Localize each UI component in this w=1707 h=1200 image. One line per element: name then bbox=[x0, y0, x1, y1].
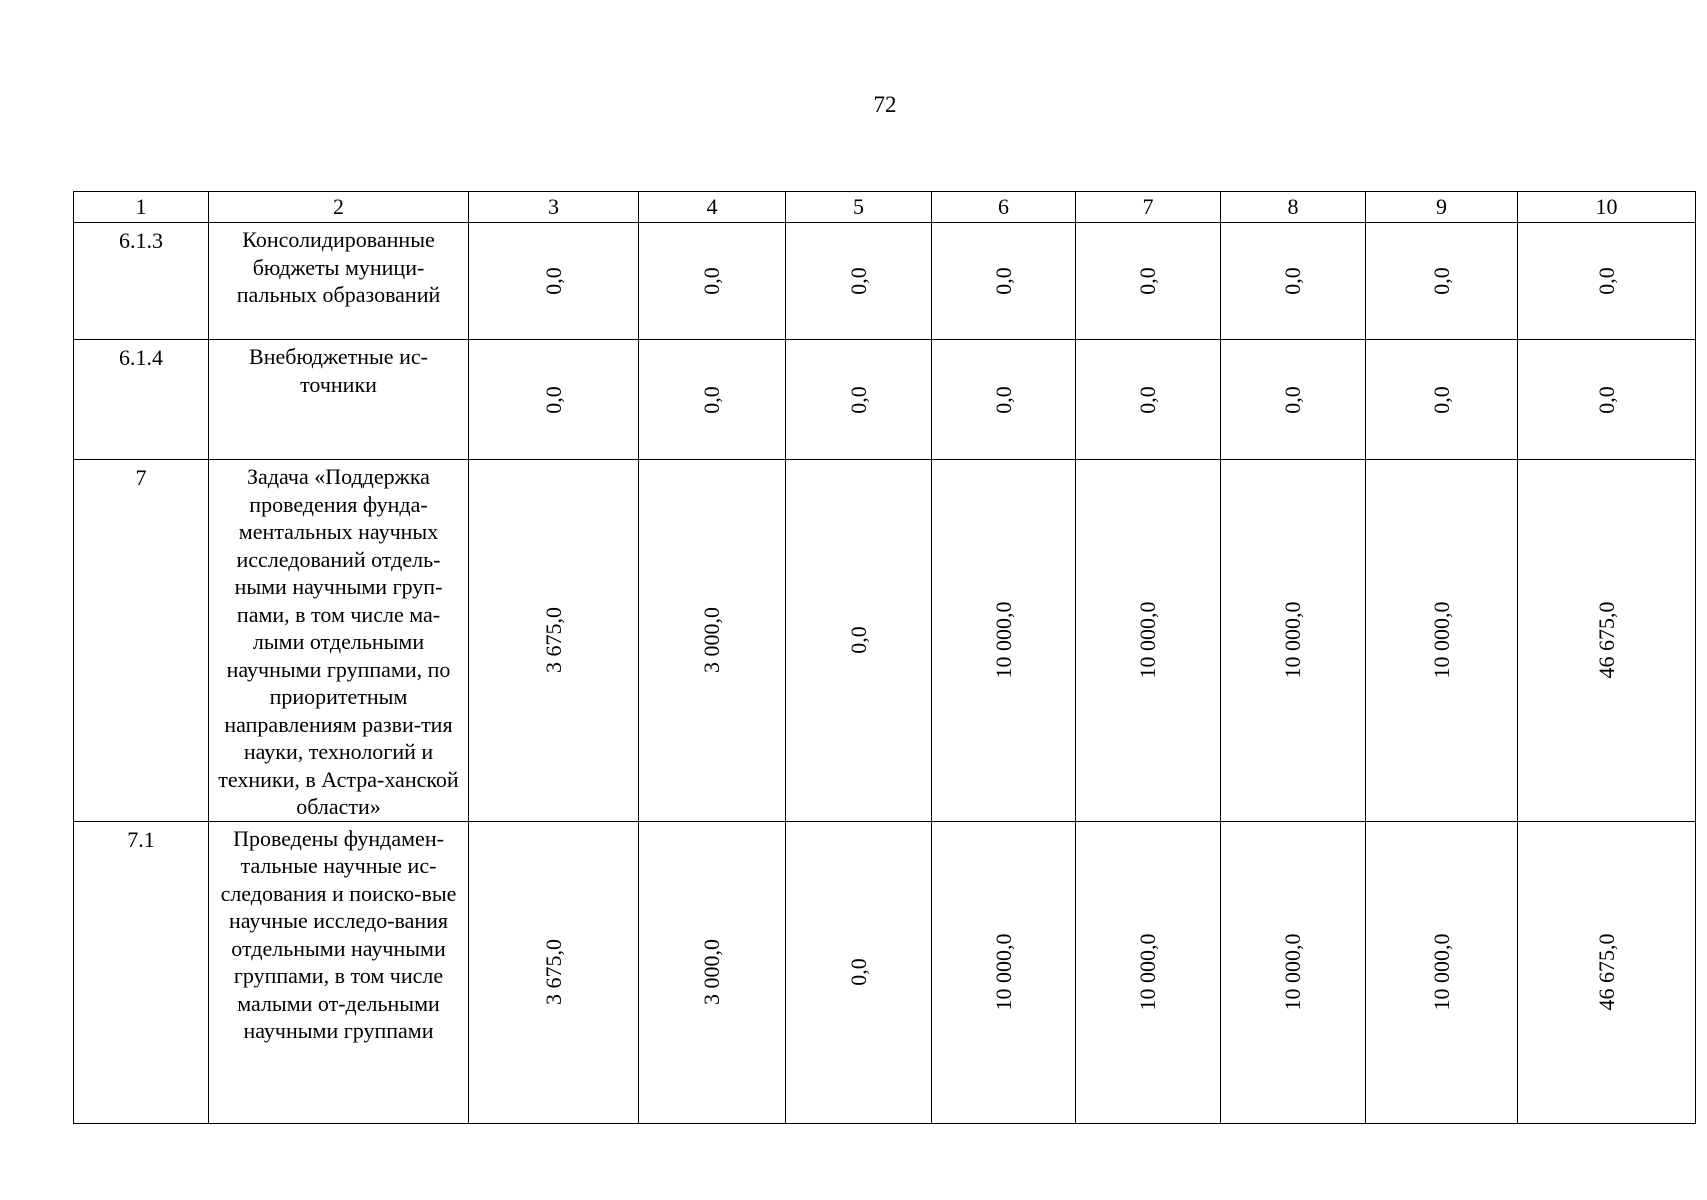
value-cell: 10 000,0 bbox=[990, 933, 1016, 1011]
table-row bbox=[74, 223, 1696, 340]
budget-table bbox=[73, 191, 1696, 1124]
value-cell: 0,0 bbox=[699, 267, 724, 295]
value-cell: 0,0 bbox=[540, 385, 566, 414]
value-cell: 3 000,0 bbox=[699, 939, 724, 1005]
value-cell: 0,0 bbox=[1280, 385, 1305, 414]
value-cell: 10 000,0 bbox=[1428, 601, 1454, 679]
value-cell: 46 675,0 bbox=[1593, 601, 1619, 679]
value-cell: 0,0 bbox=[699, 385, 724, 414]
column-number: 9 bbox=[1366, 192, 1518, 223]
value-cell: 0,0 bbox=[1135, 267, 1160, 295]
column-number: 3 bbox=[469, 192, 639, 223]
column-number: 6 bbox=[932, 192, 1076, 223]
value-cell: 0,0 bbox=[1593, 385, 1619, 414]
value-cell: 10 000,0 bbox=[1428, 933, 1454, 1011]
value-cell: 3 000,0 bbox=[699, 607, 724, 674]
value-cell: 3 675,0 bbox=[540, 939, 566, 1005]
row-code: 7.1 bbox=[74, 821, 209, 1123]
value-cell: 0,0 bbox=[845, 958, 871, 986]
row-name: Внебюджетные ис-точники bbox=[209, 340, 469, 460]
value-cell: 0,0 bbox=[540, 267, 566, 295]
row-code: 7 bbox=[74, 460, 209, 822]
value-cell: 10 000,0 bbox=[1135, 601, 1160, 679]
value-cell: 0,0 bbox=[1428, 385, 1454, 414]
row-name: Консолидированные бюджеты муници-пальных образований bbox=[209, 223, 469, 340]
value-cell: 3 675,0 bbox=[540, 607, 566, 674]
value-cell: 10 000,0 bbox=[1280, 601, 1305, 679]
value-cell: 0,0 bbox=[1135, 385, 1160, 414]
value-cell: 0,0 bbox=[990, 267, 1016, 295]
column-number: 10 bbox=[1518, 192, 1696, 223]
value-cell: 10 000,0 bbox=[1135, 933, 1160, 1011]
column-number: 7 bbox=[1076, 192, 1221, 223]
value-cell: 0,0 bbox=[990, 385, 1016, 414]
table-row bbox=[74, 340, 1696, 460]
value-cell: 0,0 bbox=[1428, 267, 1454, 295]
row-name: Задача «Поддержка проведения фунда-ментальных научных исследований отдель-ными научными груп-пами, в том числе ма-лыми отдельными научными группами, по приоритетным направлениям разви-тия науки, технологий и техники, в Астра-ханской области» bbox=[209, 460, 469, 822]
column-number: 1 bbox=[74, 192, 209, 223]
value-cell: 0,0 bbox=[1593, 267, 1619, 295]
row-code: 6.1.4 bbox=[74, 340, 209, 460]
value-cell: 0,0 bbox=[845, 626, 871, 654]
column-number: 8 bbox=[1221, 192, 1366, 223]
page-number: 72 bbox=[873, 92, 897, 117]
value-cell: 0,0 bbox=[845, 267, 871, 295]
table-row bbox=[74, 460, 1696, 822]
value-cell: 0,0 bbox=[845, 385, 871, 414]
table-row bbox=[74, 821, 1696, 1123]
column-number: 4 bbox=[639, 192, 786, 223]
row-code: 6.1.3 bbox=[74, 223, 209, 340]
value-cell: 10 000,0 bbox=[990, 601, 1016, 679]
value-cell: 46 675,0 bbox=[1593, 933, 1619, 1011]
column-number-row bbox=[74, 192, 1696, 223]
value-cell: 0,0 bbox=[1280, 267, 1305, 295]
value-cell: 10 000,0 bbox=[1280, 933, 1305, 1011]
column-number: 2 bbox=[209, 192, 469, 223]
column-number: 5 bbox=[786, 192, 932, 223]
row-name: Проведены фундамен-тальные научные ис-следования и поиско-вые научные исследо-вания отдельными научными группами, в том числе малыми от-дельными научными группами bbox=[209, 821, 469, 1123]
